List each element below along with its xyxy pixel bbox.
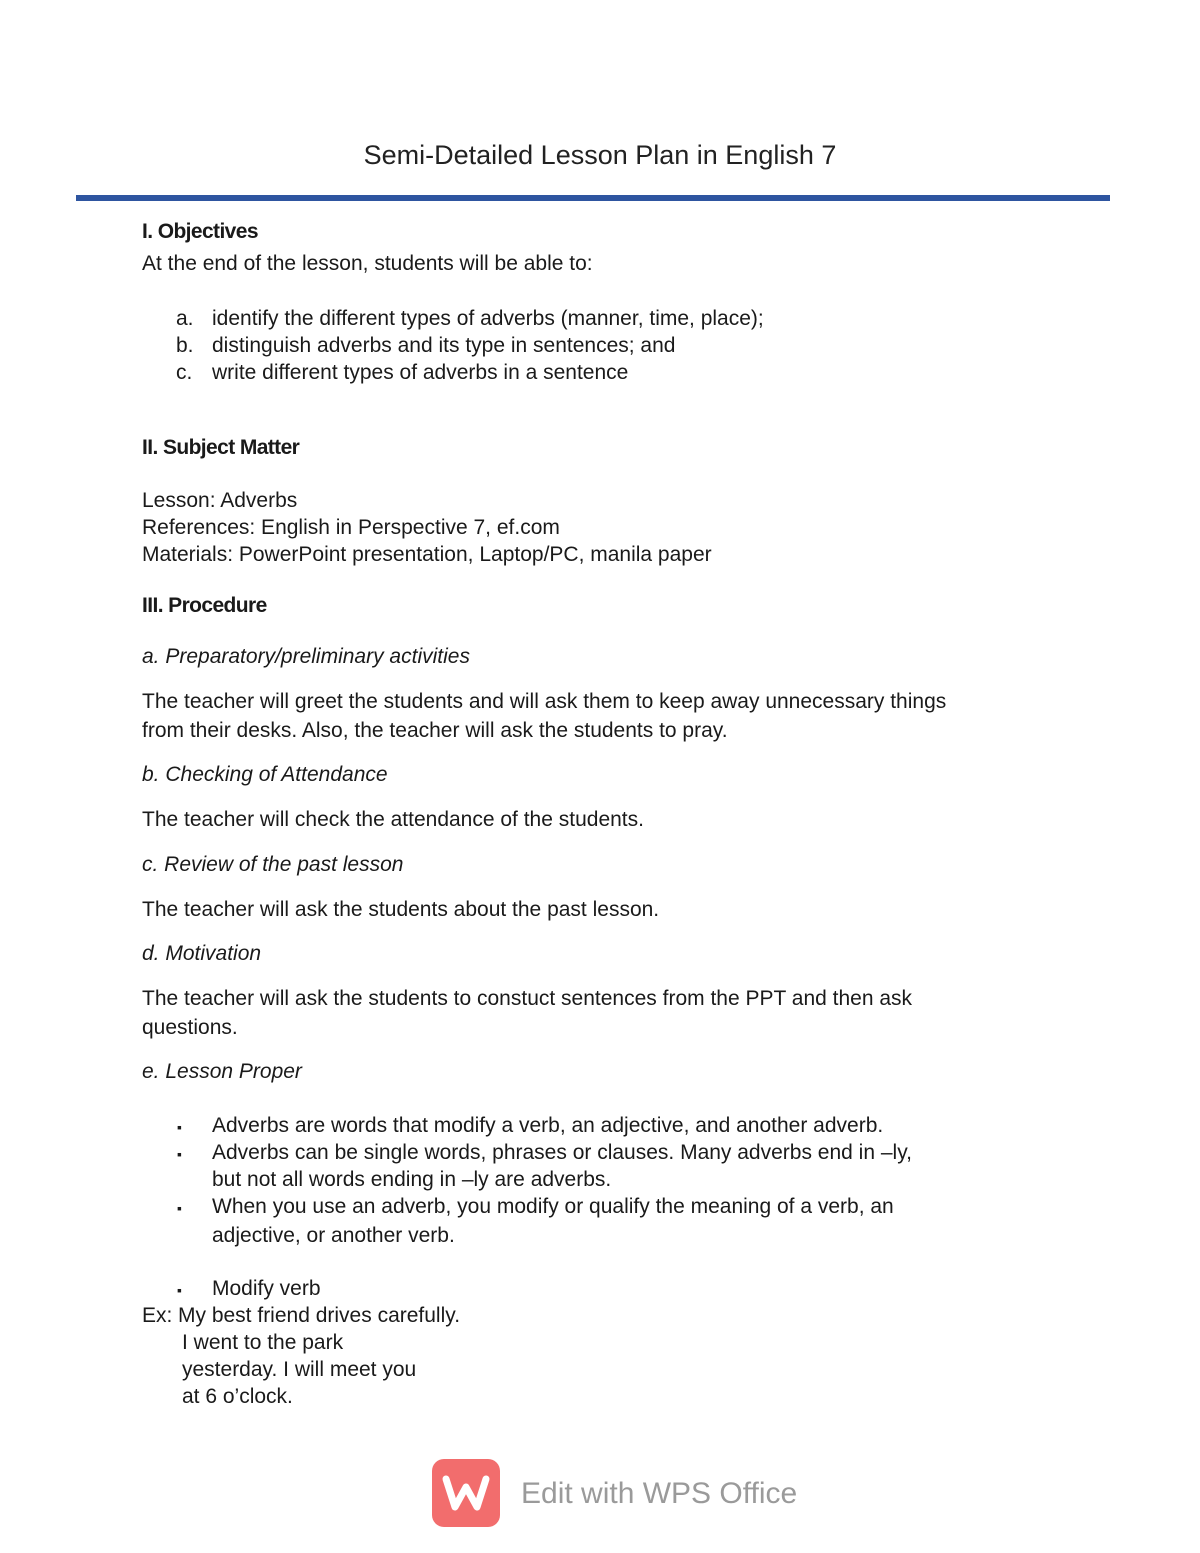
wps-watermark-text[interactable]: Edit with WPS Office	[521, 1477, 798, 1510]
bullet-text: Adverbs can be single words, phrases or clauses. Many adverbs end in –ly,	[212, 1141, 912, 1164]
step-text: The teacher will check the attendance of the students.	[142, 808, 644, 831]
example-line: I went to the park	[182, 1331, 344, 1354]
bullet-marker: ▪	[177, 1146, 182, 1162]
objective-marker: b.	[176, 334, 194, 357]
bullet-text: Adverbs are words that modify a verb, an adjective, and another adverb.	[212, 1114, 884, 1137]
example-line: yesterday. I will meet you	[182, 1358, 417, 1381]
step-label: d. Motivation	[142, 942, 262, 965]
title-divider	[76, 195, 1110, 201]
bullet-text: adjective, or another verb.	[212, 1224, 455, 1247]
example-line: My best friend drives carefully.	[178, 1304, 461, 1327]
step-label: b. Checking of Attendance	[142, 763, 388, 786]
objective-item: write different types of adverbs in a sentence	[212, 361, 629, 384]
objectives-intro: At the end of the lesson, students will be able to:	[142, 252, 593, 275]
step-label: a. Preparatory/preliminary activities	[142, 645, 470, 668]
objective-item: identify the different types of adverbs (manner, time, place);	[212, 307, 764, 330]
materials-line: Materials: PowerPoint presentation, Laptop/PC, manila paper	[142, 543, 712, 566]
bullet-marker: ▪	[177, 1200, 182, 1216]
procedure-heading: III. Procedure	[142, 594, 267, 617]
references-line: References: English in Perspective 7, ef.com	[142, 516, 560, 539]
example-prefix: Ex:	[142, 1304, 173, 1327]
objective-item: distinguish adverbs and its type in sentences; and	[212, 334, 676, 357]
example-line: at 6 o’clock.	[182, 1385, 293, 1408]
step-text: The teacher will greet the students and will ask them to keep away unnecessary things	[142, 690, 947, 713]
objective-marker: c.	[176, 361, 193, 384]
lesson-line: Lesson: Adverbs	[142, 489, 298, 512]
step-label: c. Review of the past lesson	[142, 853, 404, 876]
step-text: The teacher will ask the students about the past lesson.	[142, 898, 660, 921]
objective-marker: a.	[176, 307, 194, 330]
bullet-marker: ▪	[177, 1282, 182, 1298]
bullet-text: Modify verb	[212, 1277, 321, 1300]
step-text: from their desks. Also, the teacher will ask the students to pray.	[142, 719, 728, 742]
objectives-heading: I. Objectives	[142, 220, 258, 243]
step-text: questions.	[142, 1016, 238, 1039]
wps-logo-icon[interactable]	[432, 1459, 500, 1527]
document-title: Semi-Detailed Lesson Plan in English 7	[363, 140, 837, 170]
subject-matter-heading: II. Subject Matter	[142, 436, 300, 459]
step-text: The teacher will ask the students to constuct sentences from the PPT and then ask	[142, 987, 913, 1010]
bullet-text: but not all words ending in –ly are adverbs.	[212, 1168, 612, 1191]
step-label: e. Lesson Proper	[142, 1060, 302, 1083]
bullet-text: When you use an adverb, you modify or qualify the meaning of a verb, an	[212, 1195, 894, 1218]
bullet-marker: ▪	[177, 1119, 182, 1135]
